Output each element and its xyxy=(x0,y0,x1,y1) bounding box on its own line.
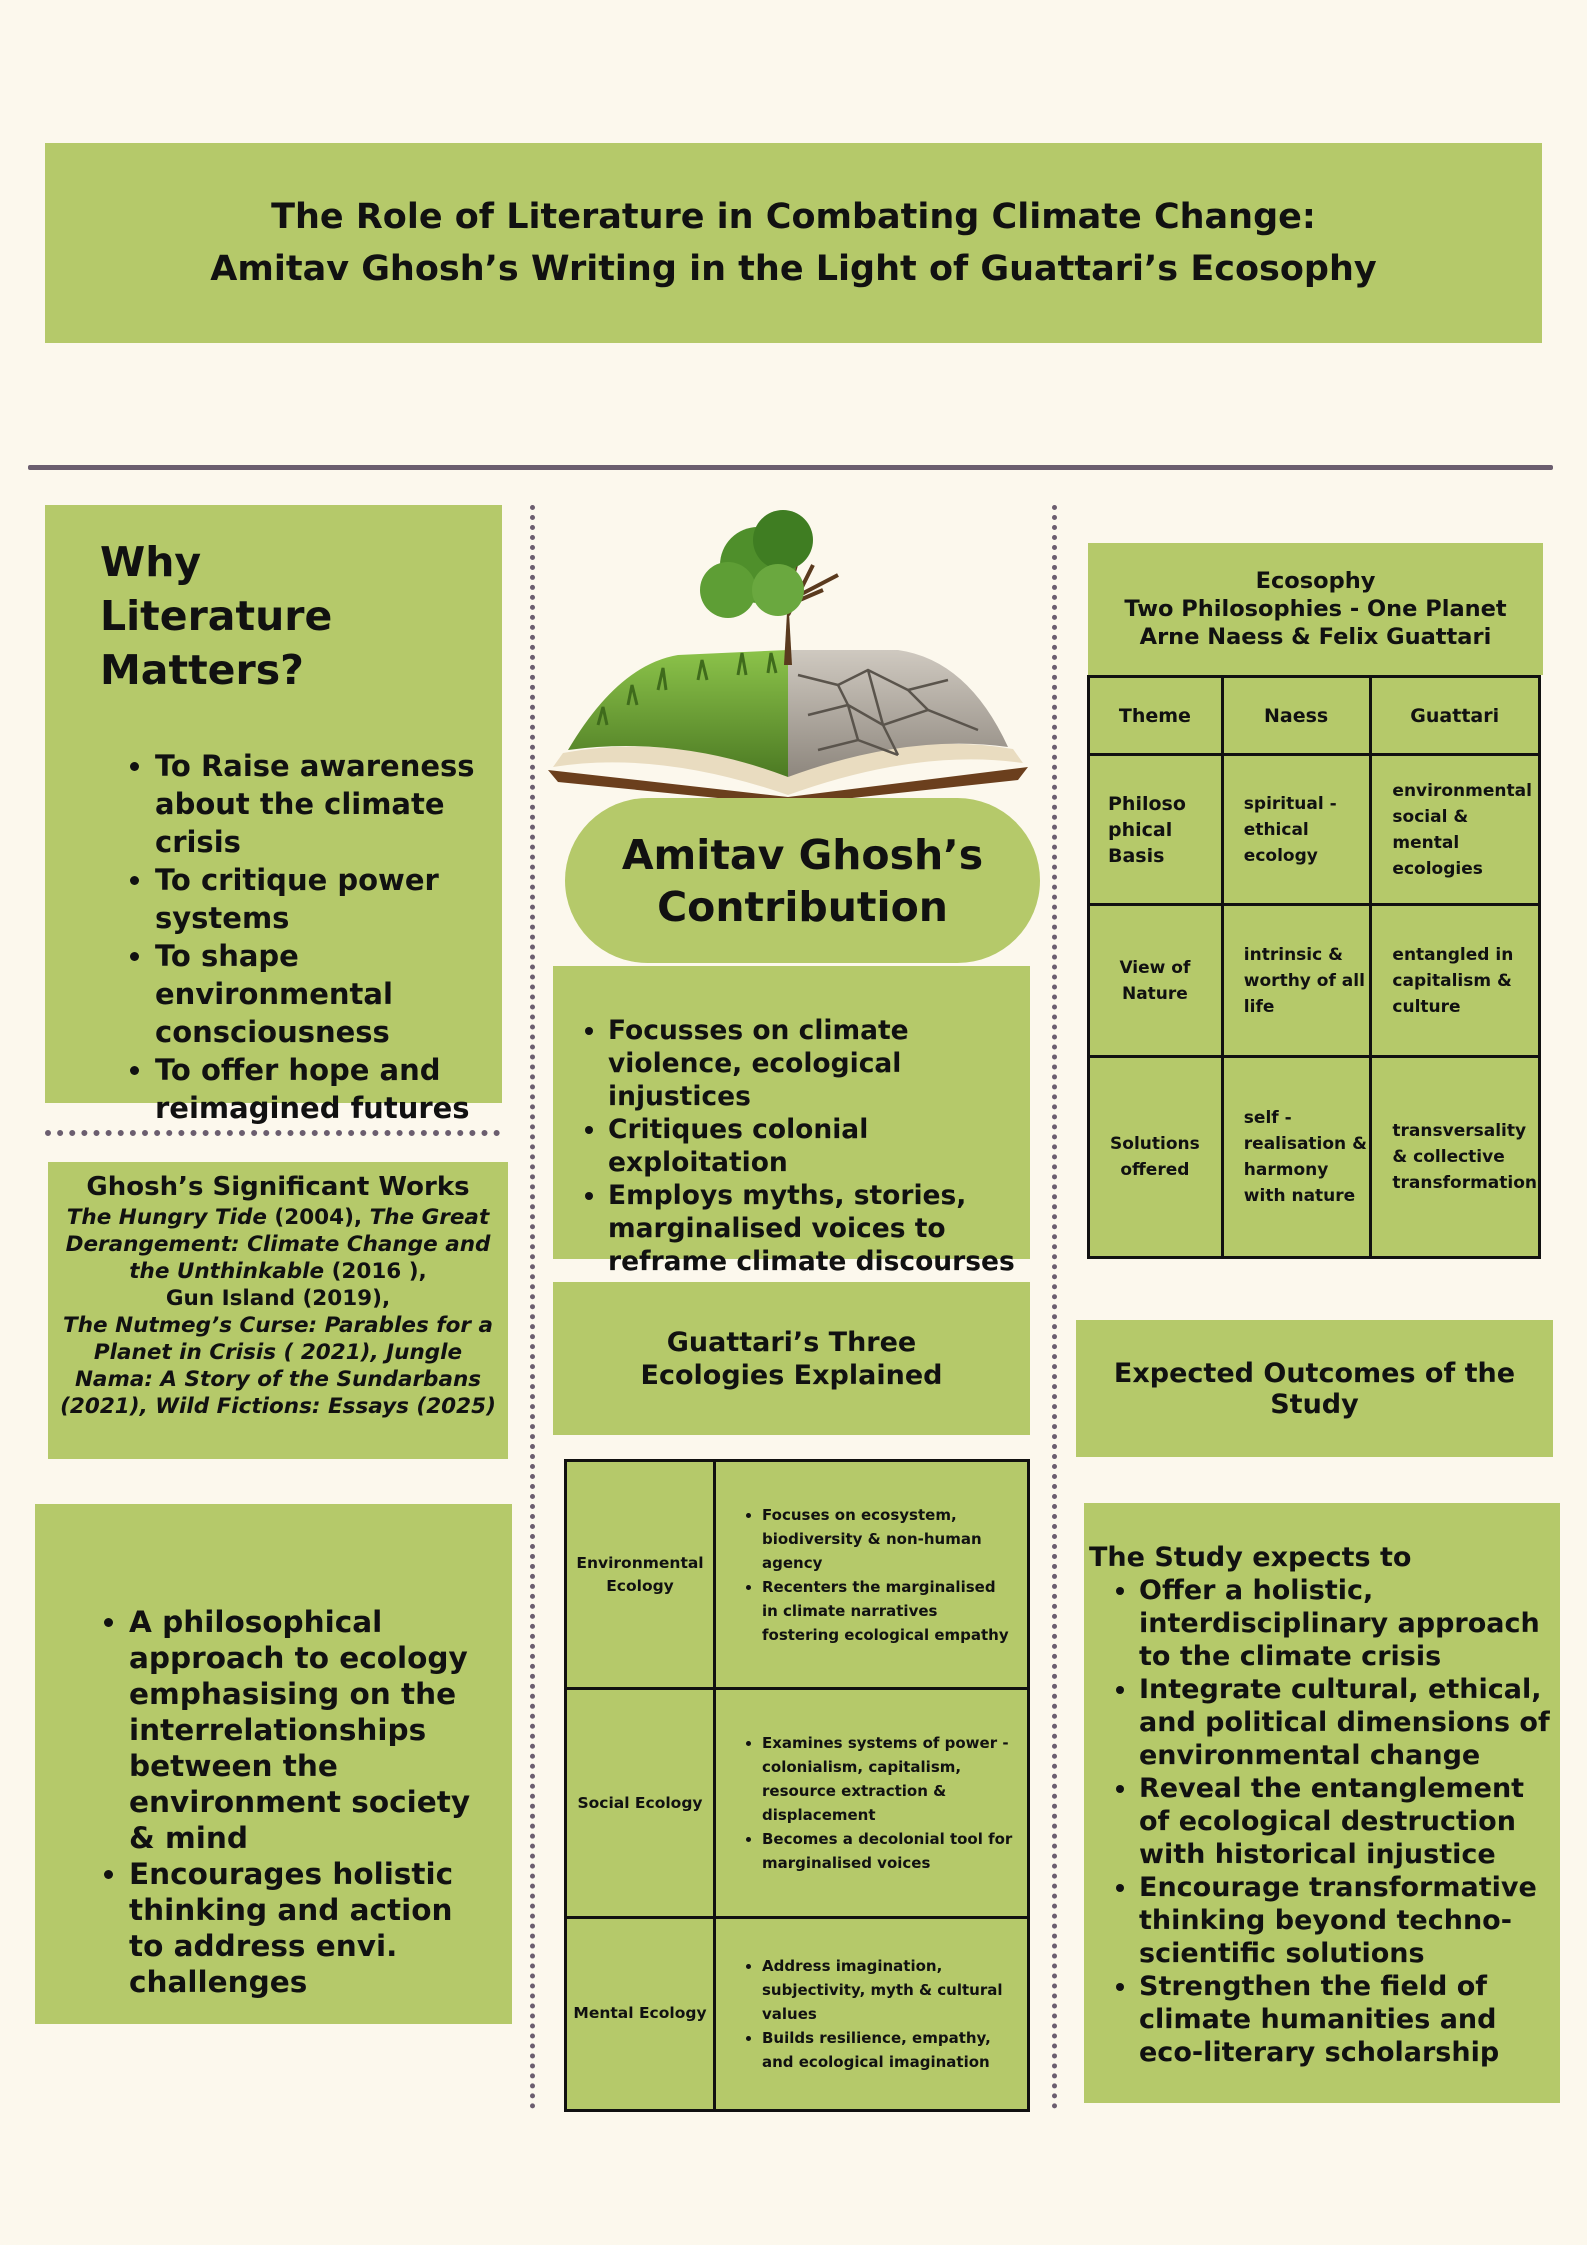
ecology-name: Environmental Ecology xyxy=(566,1461,715,1689)
ecosophy-authors: Arne Naess & Felix Guattari xyxy=(1139,624,1492,650)
significant-works-heading: Ghosh’s Significant Works xyxy=(86,1172,470,1202)
ecosophy-definition-panel xyxy=(35,1504,512,2024)
book-tree-icon xyxy=(538,505,1038,805)
list-item: • Offer a holistic, interdisciplinary approach to the climate crisis xyxy=(1139,1574,1550,1673)
why-literature-list xyxy=(100,747,482,1127)
section-divider xyxy=(28,465,1553,470)
ecology-points xyxy=(715,1689,1029,1917)
ecosophy-subtitle: Two Philosophies - One Planet xyxy=(1124,596,1507,622)
title-banner xyxy=(45,143,1542,343)
list-item: • Focusses on climate violence, ecological injustices xyxy=(608,1014,1015,1113)
naess-cell: intrinsic & worthy of all life xyxy=(1222,905,1371,1057)
title-line-2: Amitav Ghosh’s Writing in the Light of Guattari’s Ecosophy xyxy=(210,249,1377,289)
table-row xyxy=(1089,905,1540,1057)
list-item: • A philosophical approach to ecology emphasising on the interrelationships between the environment society & mind xyxy=(129,1604,492,1856)
table-row xyxy=(566,1689,1029,1917)
table-header-row xyxy=(1089,677,1540,755)
table-row xyxy=(566,1461,1029,1689)
theme-cell: Philoso phical Basis xyxy=(1089,755,1223,905)
column-header: Naess xyxy=(1222,677,1371,755)
table-row xyxy=(1089,755,1540,905)
significant-works-panel xyxy=(48,1162,508,1459)
list-item: • Becomes a decolonial tool for marginalised voices xyxy=(762,1827,1013,1875)
work-detail: Gun Island (2019), xyxy=(165,1286,391,1311)
why-literature-heading: Why Literature Matters? xyxy=(100,538,333,694)
contribution-heading-badge xyxy=(565,798,1040,963)
list-item: • Strengthen the field of climate humanities and eco-literary scholarship xyxy=(1139,1970,1550,2069)
list-item: • Encourage transformative thinking beyond techno-scientific solutions xyxy=(1139,1871,1550,1970)
outcomes-intro: The Study expects to xyxy=(1089,1542,1412,1573)
ecosophy-heading-panel xyxy=(1088,543,1543,675)
contribution-list xyxy=(583,1014,1015,1278)
column-header: Theme xyxy=(1089,677,1223,755)
list-item: • To critique power systems xyxy=(155,861,482,937)
dotted-separator-horizontal xyxy=(45,1130,500,1136)
ecosophy-title: Ecosophy xyxy=(1255,568,1376,594)
guattari-cell: entangled in capitalism & culture xyxy=(1371,905,1540,1057)
contribution-panel xyxy=(553,966,1030,1277)
work-title: The Hungry Tide xyxy=(66,1205,267,1230)
list-item: • To Raise awareness about the climate crisis xyxy=(155,747,482,861)
naess-cell: self - realisation & harmony with nature xyxy=(1222,1057,1371,1258)
list-item: • Reveal the entanglement of ecological destruction with historical injustice xyxy=(1139,1772,1550,1871)
list-item: • Employs myths, stories, marginalised voices to reframe climate discourses xyxy=(608,1179,1015,1278)
table-row xyxy=(566,1917,1029,2110)
three-ecologies-heading-panel xyxy=(553,1282,1030,1435)
list-item: • Encourages holistic thinking and action to address envi. challenges xyxy=(129,1856,492,2000)
list-item: • Integrate cultural, ethical, and political dimensions of environmental change xyxy=(1139,1673,1550,1772)
outcomes-heading-panel xyxy=(1076,1320,1553,1457)
three-ecologies-heading: Guattari’s Three Ecologies Explained xyxy=(640,1326,943,1391)
why-literature-panel xyxy=(45,505,502,1125)
theme-cell: Solutions offered xyxy=(1089,1057,1223,1258)
list-item: • Examines systems of power - colonialism, capitalism, resource extraction & displacement xyxy=(762,1731,1013,1827)
ecology-name: Mental Ecology xyxy=(566,1917,715,2110)
ecology-points xyxy=(715,1917,1029,2110)
list-item: • Builds resilience, empathy, and ecological imagination xyxy=(762,2026,1013,2074)
guattari-cell: environmental social & mental ecologies xyxy=(1371,755,1540,905)
outcomes-list xyxy=(1089,1574,1550,2069)
contribution-heading: Amitav Ghosh’s Contribution xyxy=(621,830,984,931)
theme-cell: View of Nature xyxy=(1089,905,1223,1057)
table-row xyxy=(1089,1057,1540,1258)
list-item: • To shape environmental consciousness xyxy=(155,937,482,1051)
list-item: • To offer hope and reimagined futures xyxy=(155,1051,482,1127)
column-header: Guattari xyxy=(1371,677,1540,755)
naess-cell: spiritual - ethical ecology xyxy=(1222,755,1371,905)
work-title: The Nutmeg’s Curse: Parables for a Planet in Crisis ( 2021), Jungle Nama: A Story of the Sundarbans (2021), Wild Fictions: Essays (2025) xyxy=(60,1313,496,1419)
list-item: • Address imagination, subjectivity, myth & cultural values xyxy=(762,1954,1013,2026)
guattari-cell: transversality & collective transformation xyxy=(1371,1057,1540,1258)
work-detail: (2016 ), xyxy=(324,1259,427,1284)
list-item: • Focuses on ecosystem, biodiversity & non-human agency xyxy=(762,1503,1013,1575)
outcomes-panel xyxy=(1084,1503,1560,2103)
significant-works-text xyxy=(58,1204,498,1420)
three-ecologies-table xyxy=(564,1459,1030,2112)
work-title: The Great Derangement: Climate Change and the Unthinkable xyxy=(65,1205,491,1284)
outcomes-heading: Expected Outcomes of the Study xyxy=(1113,1357,1516,1420)
philosophy-comparison-table xyxy=(1087,675,1541,1259)
ecology-points xyxy=(715,1461,1029,1689)
ecology-name: Social Ecology xyxy=(566,1689,715,1917)
work-detail: (2004), xyxy=(266,1205,370,1230)
ecosophy-definition-list xyxy=(93,1604,492,2000)
title-line-1: The Role of Literature in Combating Climate Change: xyxy=(271,197,1316,237)
list-item: • Critiques colonial exploitation xyxy=(608,1113,1015,1179)
dotted-separator-left xyxy=(530,505,535,2110)
dotted-separator-right xyxy=(1052,505,1057,2110)
list-item: • Recenters the marginalised in climate narratives fostering ecological empathy xyxy=(762,1575,1013,1647)
